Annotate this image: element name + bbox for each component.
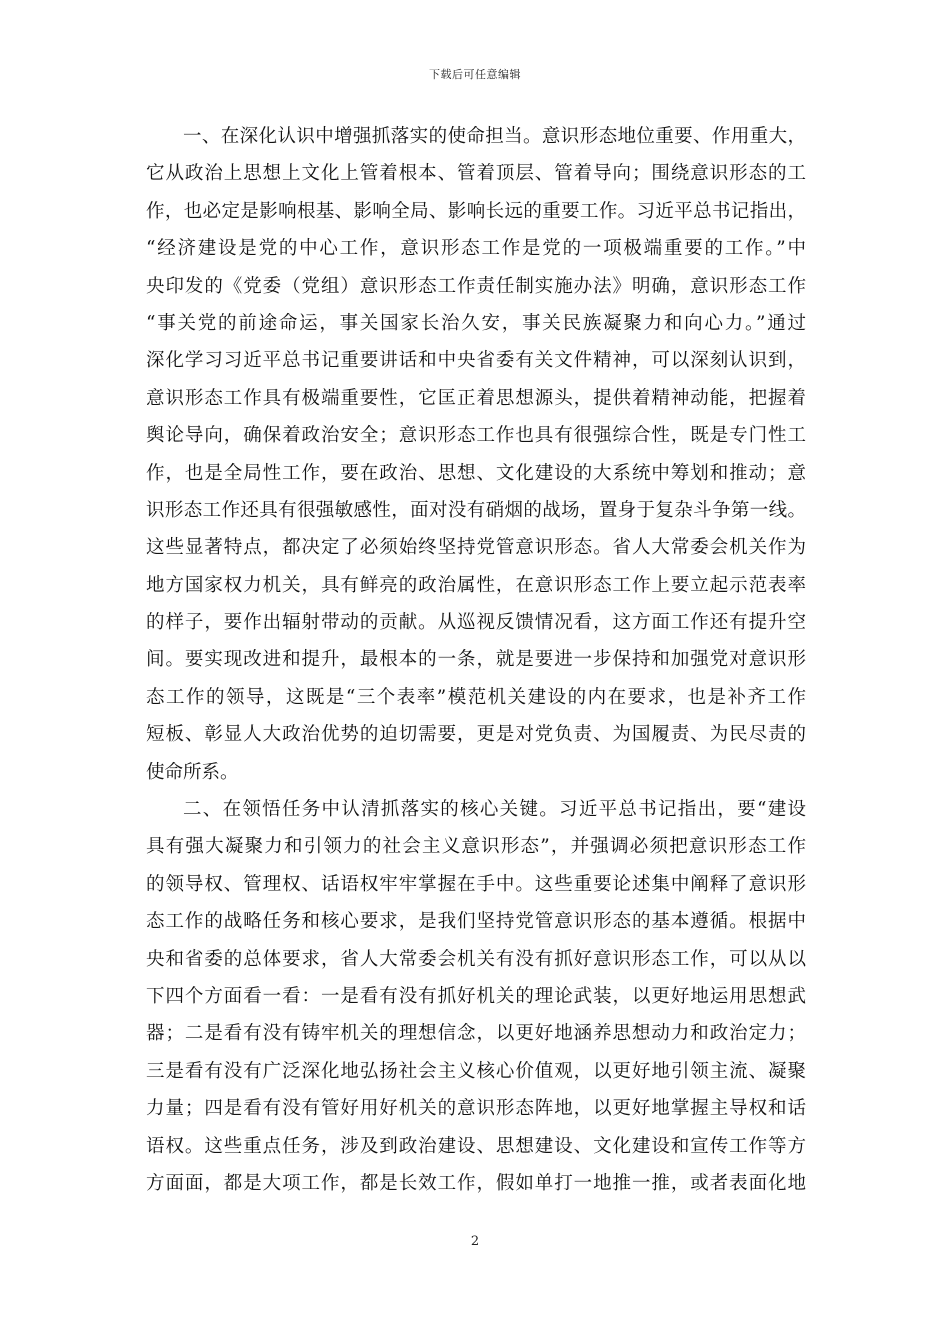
text-line: 作，也是全局性工作，要在政治、思想、文化建设的大系统中筹划和推动；意 — [146, 462, 806, 484]
text-line: 态工作的领导，这既是“三个表率”模范机关建设的内在要求，也是补齐工作 — [146, 686, 806, 708]
text-line: 作，也必定是影响根基、影响全局、影响长远的重要工作。习近平总书记指出， — [146, 200, 806, 222]
text-line: “事关党的前途命运，事关国家长治久安，事关民族凝聚力和向心力。”通过 — [146, 312, 806, 334]
text-line: 舆论导向，确保着政治安全；意识形态工作也具有很强综合性，既是专门性工 — [146, 425, 806, 447]
text-line: 意识形态工作具有极端重要性，它匡正着思想源头，提供着精神动能，把握着 — [146, 387, 806, 409]
text-line: 深化学习习近平总书记重要讲话和中央省委有关文件精神，可以深刻认识到， — [146, 350, 806, 372]
header-note: 下载后可任意编辑 — [429, 68, 521, 81]
text-line: 态工作的战略任务和核心要求，是我们坚持党管意识形态的基本遵循。根据中 — [146, 911, 806, 933]
text-line: 间。要实现改进和提升，最根本的一条，就是要进一步保持和加强党对意识形 — [146, 649, 806, 671]
text-line: 方面面，都是大项工作，都是长效工作，假如单打一地推一推，或者表面化地 — [146, 1172, 806, 1194]
text-line: 三是看有没有广泛深化地弘扬社会主义核心价值观，以更好地引领主流、凝聚 — [146, 1060, 806, 1082]
document-body — [146, 118, 806, 1202]
text-line: 央印发的《党委（党组）意识形态工作责任制实施办法》明确，意识形态工作 — [146, 275, 806, 297]
text-line: 器；二是看有没有铸牢机关的理想信念，以更好地涵养思想动力和政治定力； — [146, 1023, 806, 1045]
text-line: 一、在深化认识中增强抓落实的使命担当。意识形态地位重要、作用重大， — [183, 126, 806, 147]
text-line: 它从政治上思想上文化上管着根本、管着顶层、管着导向；围绕意识形态的工 — [146, 163, 806, 185]
text-line: 这些显著特点，都决定了必须始终坚持党管意识形态。省人大常委会机关作为 — [146, 537, 806, 559]
text-line: 短板、彰显人大政治优势的迫切需要，更是对党负责、为国履责、为民尽责的 — [146, 724, 806, 746]
text-line: 语权。这些重点任务，涉及到政治建设、思想建设、文化建设和宣传工作等方 — [146, 1135, 806, 1157]
page-number: 2 — [470, 1234, 480, 1249]
text-line: 使命所系。 — [146, 761, 239, 783]
text-line: “经济建设是党的中心工作，意识形态工作是党的一项极端重要的工作。”中 — [146, 238, 806, 260]
text-line: 下四个方面看一看：一是看有没有抓好机关的理论武装，以更好地运用思想武 — [146, 985, 806, 1007]
text-line: 的领导权、管理权、话语权牢牢掌握在手中。这些重要论述集中阐释了意识形 — [146, 873, 806, 895]
text-line: 的样子，要作出辐射带动的贡献。从巡视反馈情况看，这方面工作还有提升空 — [146, 612, 806, 634]
text-line: 地方国家权力机关，具有鲜亮的政治属性，在意识形态工作上要立起示范表率 — [146, 574, 806, 596]
text-line: 央和省委的总体要求，省人大常委会机关有没有抓好意识形态工作，可以从以 — [146, 948, 806, 970]
text-line: 二、在领悟任务中认清抓落实的核心关键。习近平总书记指出，要“建设 — [183, 799, 806, 821]
text-line: 力量；四是看有没有管好用好机关的意识形态阵地，以更好地掌握主导权和话 — [146, 1098, 806, 1120]
text-line: 具有强大凝聚力和引领力的社会主义意识形态”，并强调必须把意识形态工作 — [146, 836, 806, 858]
text-line: 识形态工作还具有很强敏感性，面对没有硝烟的战场，置身于复杂斗争第一线。 — [146, 499, 806, 521]
